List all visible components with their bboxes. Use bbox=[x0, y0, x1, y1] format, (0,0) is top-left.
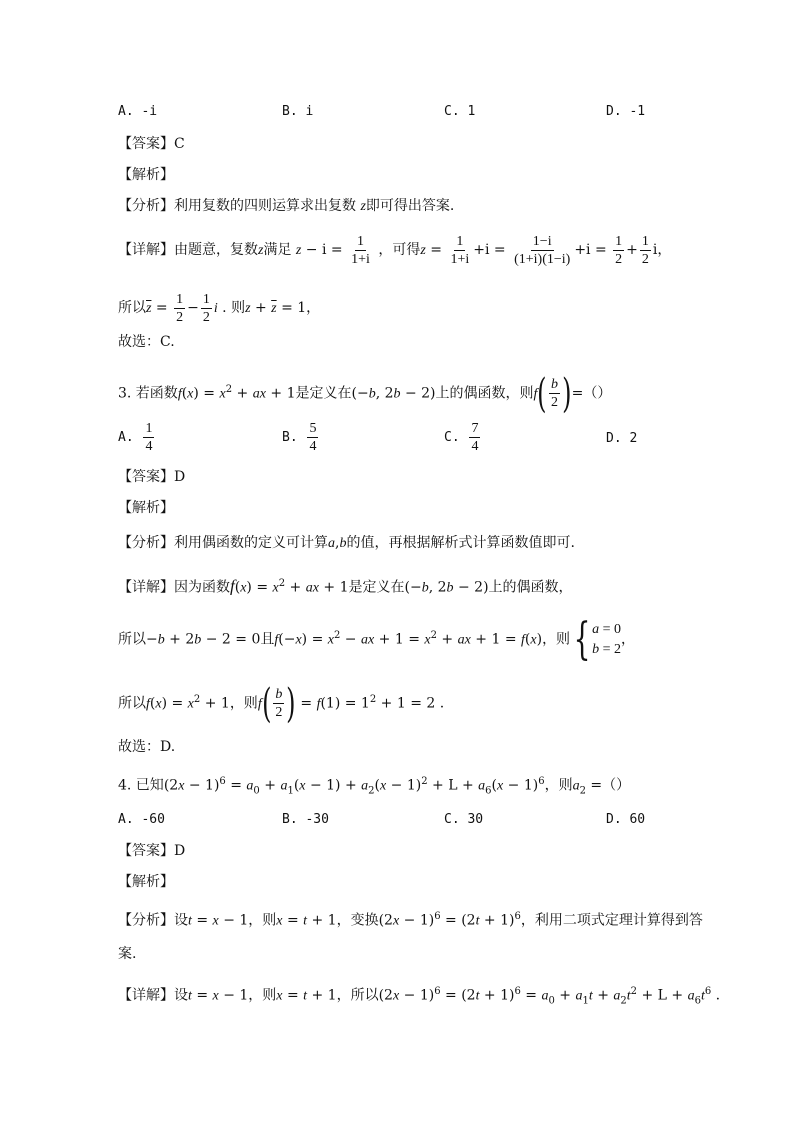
option-d: D. 2 bbox=[606, 431, 638, 446]
option-b: B. -30 bbox=[282, 812, 329, 827]
detail-line: 【详解】因为函数$f(x) = x^2$ + ax + 1是定义在(−b, 2b − 2)上的偶函数， bbox=[118, 576, 573, 596]
option-a: A. $\frac{1}{4}$ bbox=[118, 421, 153, 454]
option-d: D. 60 bbox=[606, 812, 646, 827]
detail-even-line: 所以−b + 2b − 2 = 0且$f(-x) = x^2$ − ax + $1 = x^2$ + ax + 1 = f(x)，则{ a = 0 b = 2 ， bbox=[118, 613, 635, 665]
detail-value-line: 所以$f(x) = x^2 + 1$，则f( $\frac{b}{2}$ ) = $f(1) = 1^2 + 1 = 2$ . bbox=[118, 680, 445, 727]
analysis-heading: 【解析】 bbox=[118, 500, 174, 516]
analysis-heading: 【解析】 bbox=[118, 167, 174, 183]
option-c: C. 1 bbox=[444, 104, 476, 119]
question-4-stem: 4. 已知$(2x - 1)^6 = a_0 + a_1(x - 1) + a_2(x - 1)^2 + L + a_6(x - 1)^6$，则$a_2$ =（） bbox=[118, 776, 631, 797]
option-d: D. -1 bbox=[606, 104, 646, 119]
choose-line: 故选：D. bbox=[118, 739, 176, 755]
choose-line: 故选：C. bbox=[118, 334, 175, 350]
detail-line: 【详解】设t = x − 1，则x = t + 1，所以$(2x - 1)^6 = (2t + 1)^6 = a_0 + a_1t + a_2t^2 + L + a_6t^6$ . bbox=[118, 986, 721, 1007]
analysis-line: 【分析】设t = x − 1，则x = t + 1，变换$(2x - 1)^6 = (2t + 1)^6$，利用二项式定理计算得到答 bbox=[118, 911, 703, 929]
option-b: B. $\frac{5}{4}$ bbox=[282, 421, 317, 454]
analysis-line-cont: 案. bbox=[118, 946, 137, 962]
answer-line: 【答案】D bbox=[118, 843, 186, 859]
analysis-heading: 【解析】 bbox=[118, 874, 174, 890]
answer-line: 【答案】D bbox=[118, 469, 186, 485]
analysis-line: 【分析】利用偶函数的定义可计算a,b的值，再根据解析式计算函数值即可. bbox=[118, 535, 575, 551]
option-a: A. -60 bbox=[118, 812, 165, 827]
analysis-line: 【分析】利用复数的四则运算求出复数 z即可得出答案. bbox=[118, 198, 455, 214]
question-3-stem: 3. 若函数$f(x) = x^2$ + ax + 1是定义在(−b, 2b − 2)上的偶函数，则f( $\frac{b}{2}$ )=（） bbox=[118, 370, 612, 417]
option-c: C. $\frac{7}{4}$ bbox=[444, 421, 479, 454]
answer-line: 【答案】C bbox=[118, 136, 185, 152]
detail-conj-line: 所以$\overline{z}$ = $\frac{1}{2}$ − $\frac{1}{2}$ i . 则$z + \overline{z} = 1$， bbox=[118, 291, 321, 325]
option-c: C. 30 bbox=[444, 812, 484, 827]
detail-line: 【详解】由题意，复数z满足 z − i = $\frac{1}{1+i}$ ，可得z = $\frac{1}{1+i}$ +i = $\frac{1-i}{(1+i)(1-i)}$ +i = $\frac{1}{2}$ + $\frac{1}{2}$ i， bbox=[118, 233, 672, 267]
option-b: B. i bbox=[282, 104, 314, 119]
option-a: A. -i bbox=[118, 104, 158, 119]
